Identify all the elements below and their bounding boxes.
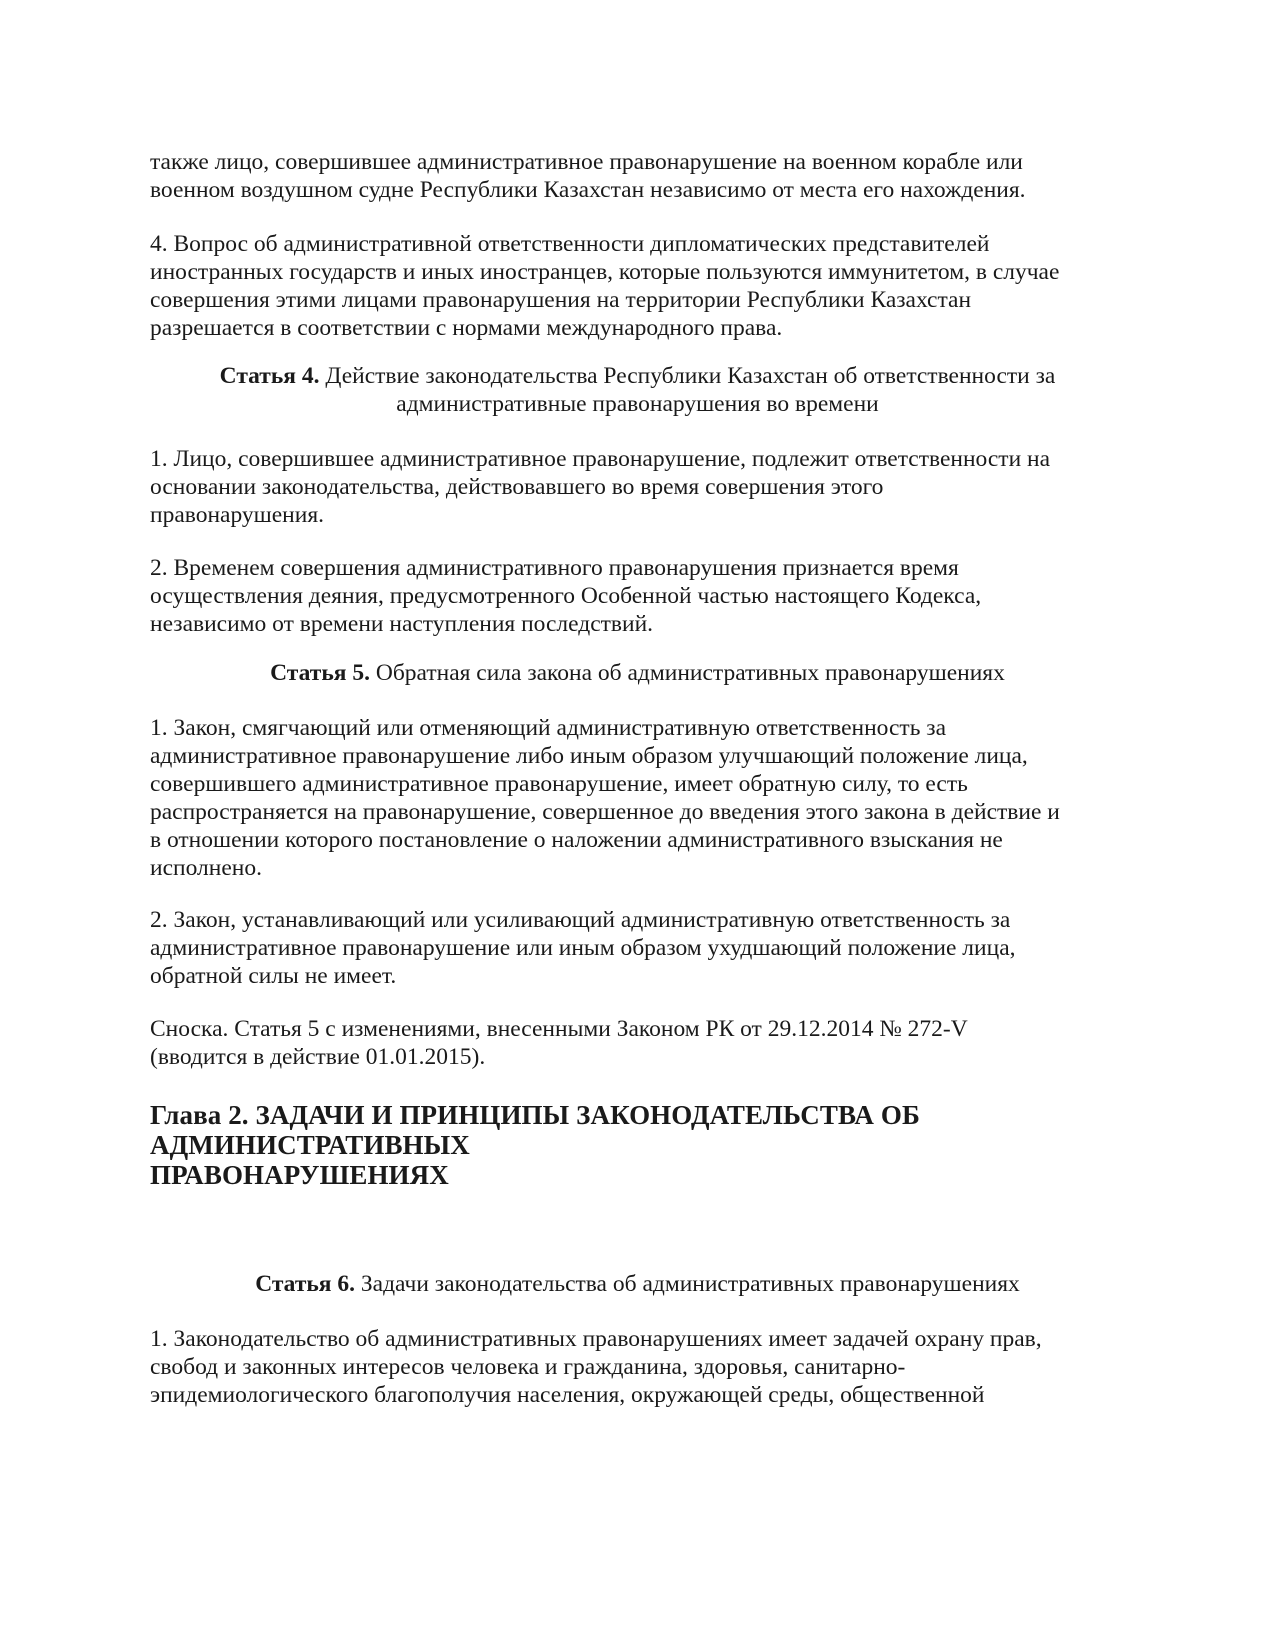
text-line: основании законодательства, действовавшего во время совершения этого <box>150 474 884 500</box>
text-line: 2. Закон, устанавливающий или усиливающий административную ответственность за <box>150 907 1011 933</box>
paragraph-art4-part1 <box>150 445 1125 529</box>
chapter-2-heading <box>150 1100 1125 1190</box>
article-4-heading <box>150 362 1125 418</box>
paragraph-art6-part1 <box>150 1325 1125 1409</box>
text-line: иностранных государств и иных иностранцев, которые пользуются иммунитетом, в случае <box>150 259 1060 285</box>
text-line: 1. Закон, смягчающий или отменяющий административную ответственность за <box>150 715 946 741</box>
text-line: 1. Законодательство об административных правонарушениях имеет задачей охрану прав, <box>150 1326 1042 1352</box>
article-5-heading <box>150 659 1125 687</box>
article-title-text: административные правонарушения во времени <box>396 391 879 417</box>
article-number: Статья 6. <box>255 1271 356 1297</box>
text-line: независимо от времени наступления последствий. <box>150 611 654 637</box>
article-number: Статья 5. <box>270 660 370 686</box>
text-line: Сноска. Статья 5 с изменениями, внесенными Законом РК от 29.12.2014 № 272-V <box>150 1016 968 1042</box>
text-line: 4. Вопрос об административной ответственности дипломатических представителей <box>150 231 990 257</box>
text-line: 1. Лицо, совершившее административное правонарушение, подлежит ответственности на <box>150 446 1051 472</box>
paragraph-art3-part4 <box>150 230 1125 342</box>
text-line: административное правонарушение либо иным образом улучшающий положение лица, <box>150 743 1028 769</box>
paragraph-art5-part1 <box>150 714 1125 882</box>
text-line: правонарушения. <box>150 502 325 528</box>
article-title-text: Задачи законодательства об административных правонарушениях <box>355 1271 1020 1297</box>
article-number: Статья 4. <box>219 363 320 389</box>
paragraph-art5-part2 <box>150 906 1125 990</box>
article-6-heading <box>150 1270 1125 1298</box>
footnote <box>150 1015 1125 1071</box>
text-line: осуществления деяния, предусмотренного Особенной частью настоящего Кодекса, <box>150 583 982 609</box>
text-line: распространяется на правонарушение, совершенное до введения этого закона в действие и <box>150 799 1060 825</box>
text-line: совершения этими лицами правонарушения на территории Республики Казахстан <box>150 287 972 313</box>
chapter-title-line: ПРАВОНАРУШЕНИЯХ <box>150 1160 449 1190</box>
article-title-text: Обратная сила закона об административных правонарушениях <box>369 660 1005 686</box>
text-line: свобод и законных интересов человека и гражданина, здоровья, санитарно- <box>150 1354 906 1380</box>
text-line: также лицо, совершившее административное правонарушение на военном корабле или <box>150 149 1023 175</box>
paragraph-art4-part2 <box>150 554 1125 638</box>
article-title-text: Действие законодательства Республики Казахстан об ответственности за <box>319 363 1056 389</box>
text-line: разрешается в соответствии с нормами международного права. <box>150 315 783 341</box>
text-line: (вводится в действие 01.01.2015). <box>150 1044 486 1070</box>
text-line: в отношении которого постановление о наложении административного взыскания не <box>150 827 1003 853</box>
text-line: военном воздушном судне Республики Казахстан независимо от места его нахождения. <box>150 177 1026 203</box>
chapter-title-line: АДМИНИСТРАТИВНЫХ <box>150 1130 470 1160</box>
text-line: административное правонарушение или иным образом ухудшающий положение лица, <box>150 935 1016 961</box>
chapter-title-line: Глава 2. ЗАДАЧИ И ПРИНЦИПЫ ЗАКОНОДАТЕЛЬСТВА ОБ <box>150 1100 920 1130</box>
text-line: эпидемиологического благополучия населения, окружающей среды, общественной <box>150 1382 985 1408</box>
paragraph-art3-part3-end <box>150 148 1125 204</box>
text-line: 2. Временем совершения административного правонарушения признается время <box>150 555 959 581</box>
text-line: исполнено. <box>150 855 262 881</box>
text-line: совершившего административное правонарушение, имеет обратную силу, то есть <box>150 771 968 797</box>
text-line: обратной силы не имеет. <box>150 963 397 989</box>
